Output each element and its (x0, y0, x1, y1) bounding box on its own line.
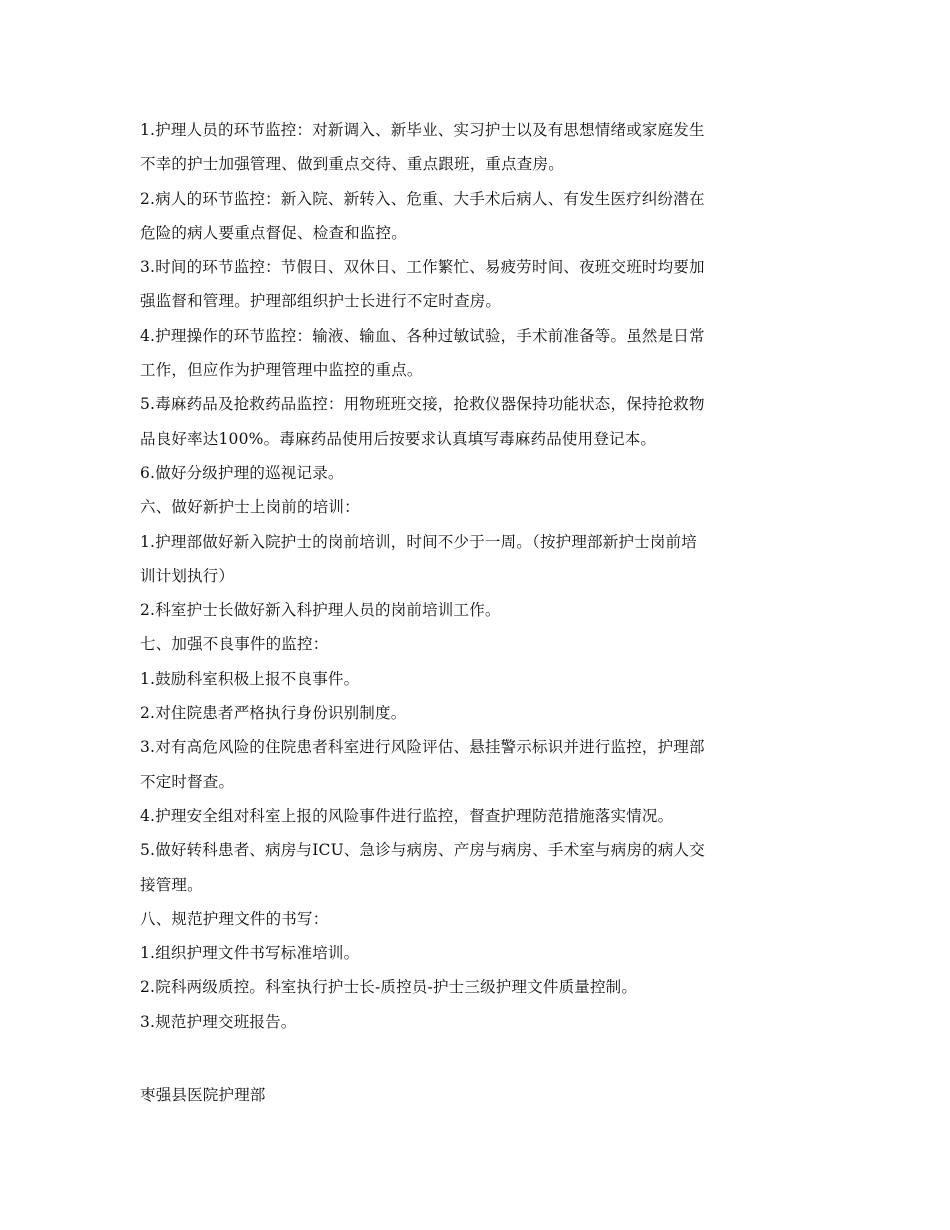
section-heading: 七、加强不良事件的监控： (140, 635, 329, 654)
text-line: 3.时间的环节监控：节假日、双休日、工作繁忙、易疲劳时间、夜班交班时均要加 (140, 258, 705, 277)
text-line: 2.病人的环节监控：新入院、新转入、危重、大手术后病人、有发生医疗纠纷潜在 (140, 189, 705, 208)
text-line: 1.组织护理文件书写标准培训。 (140, 944, 360, 963)
text-line: 4.护理操作的环节监控：输液、输血、各种过敏试验，手术前准备等。虽然是日常 (140, 326, 705, 345)
text-line: 5.毒麻药品及抢救药品监控：用物班班交接，抢救仪器保持功能状态，保持抢救物 (140, 395, 705, 414)
text-line: 危险的病人要重点督促、检查和监控。 (140, 223, 407, 242)
text-line: 不定时督查。 (140, 772, 235, 791)
signature-department: 枣强县医院护理部 (140, 1086, 266, 1104)
text-line: 1.鼓励科室积极上报不良事件。 (140, 669, 360, 688)
text-line: 训计划执行） (140, 566, 235, 585)
section-heading: 六、做好新护士上岗前的培训： (140, 498, 360, 517)
text-line: 2.院科两级质控。科室执行护士长-质控员-护士三级护理文件质量控制。 (140, 978, 638, 997)
text-line: 5.做好转科患者、病房与ICU、急诊与病房、产房与病房、手术室与病房的病人交 (140, 841, 705, 860)
document-body (140, 113, 820, 1039)
text-line: 2.对住院患者严格执行身份识别制度。 (140, 704, 407, 723)
text-line: 3.规范护理交班报告。 (140, 1012, 297, 1031)
text-line: 1.护理部做好新入院护士的岗前培训，时间不少于一周。（按护理部新护士岗前培 (140, 532, 697, 551)
text-line: 3.对有高危风险的住院患者科室进行风险评估、悬挂警示标识并进行监控，护理部 (140, 738, 705, 757)
text-line: 工作，但应作为护理管理中监控的重点。 (140, 361, 423, 380)
text-line: 强监督和管理。护理部组织护士长进行不定时查房。 (140, 292, 502, 311)
text-line: 接管理。 (140, 875, 203, 894)
text-line: 品良好率达100%。毒麻药品使用后按要求认真填写毒麻药品使用登记本。 (140, 429, 657, 448)
text-line: 4.护理安全组对科室上报的风险事件进行监控，督查护理防范措施落实情况。 (140, 806, 674, 825)
text-line: 6.做好分级护理的巡视记录。 (140, 463, 344, 482)
text-line: 2.科室护士长做好新入科护理人员的岗前培训工作。 (140, 601, 501, 620)
text-line: 1.护理人员的环节监控：对新调入、新毕业、实习护士以及有思想情绪或家庭发生 (140, 121, 705, 139)
text-line: 不幸的护士加强管理、做到重点交待、重点跟班，重点查房。 (140, 155, 564, 174)
section-heading: 八、规范护理文件的书写： (140, 909, 329, 928)
